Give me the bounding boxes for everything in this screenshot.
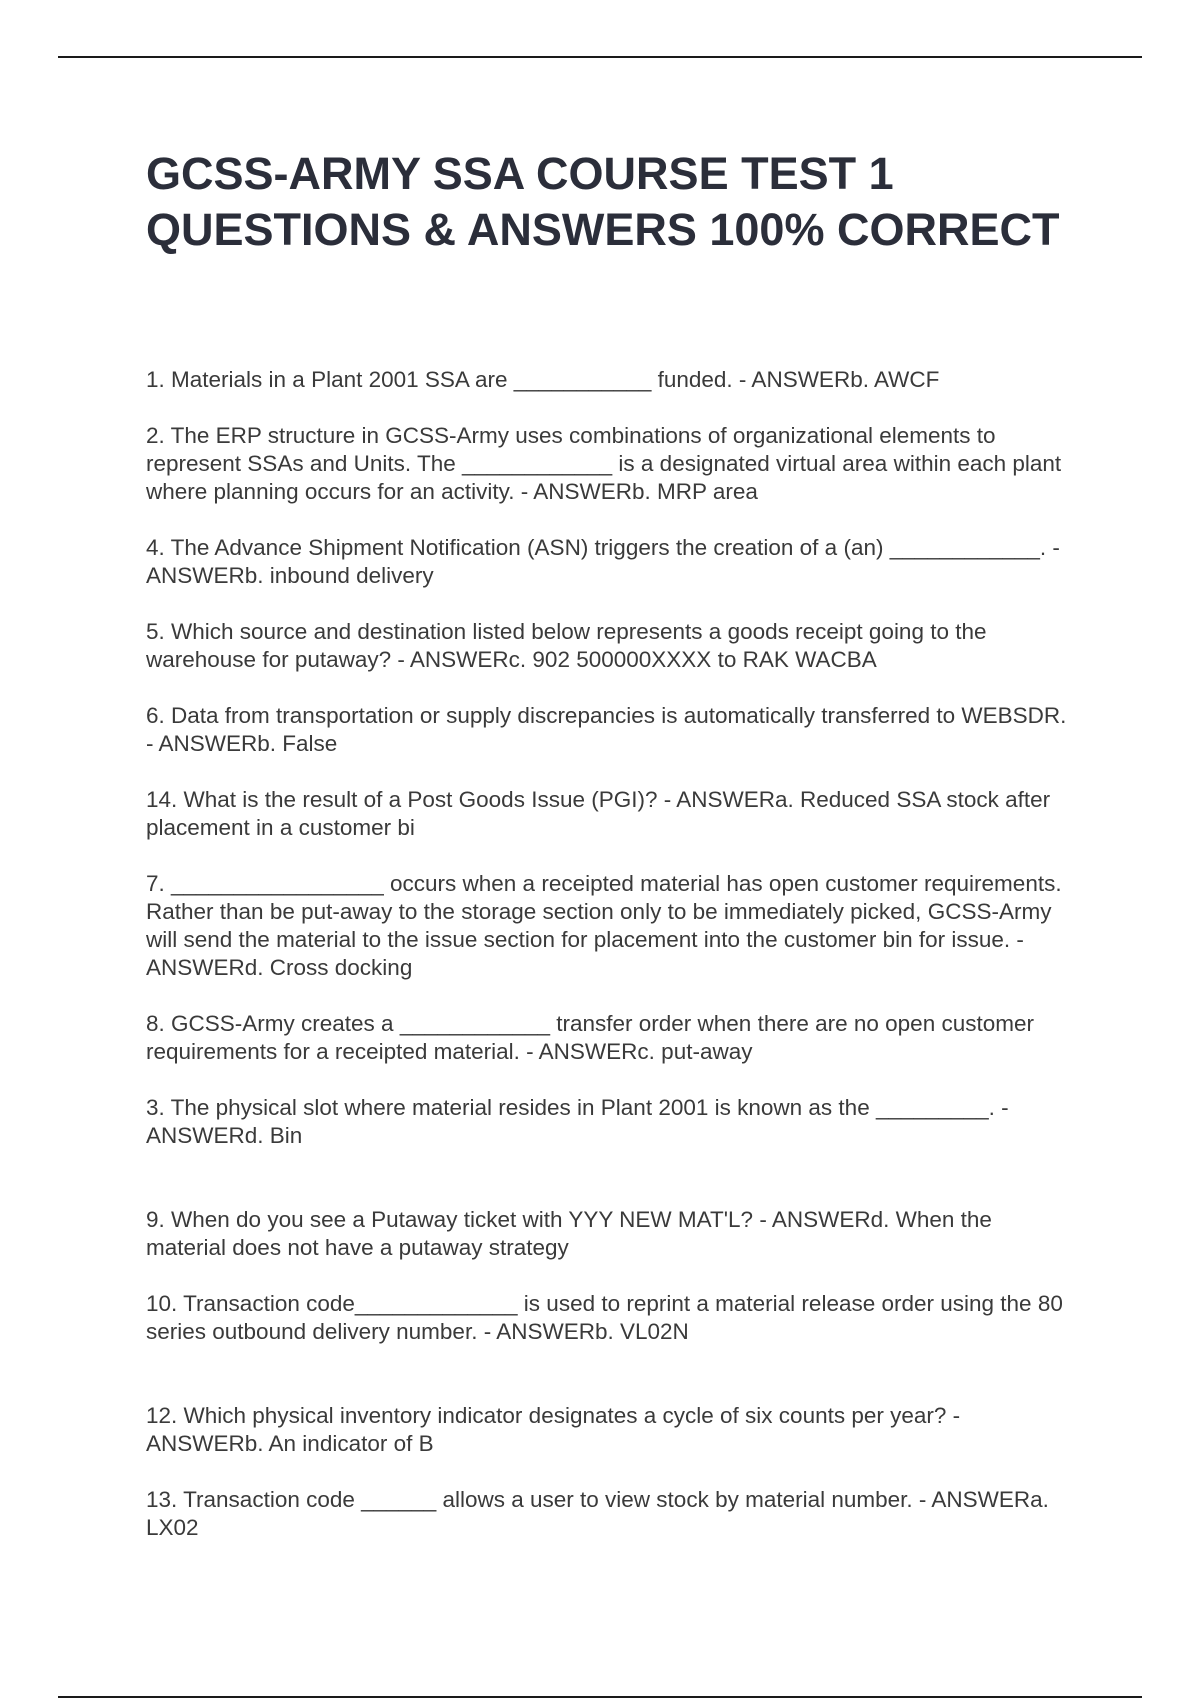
question-item: 13. Transaction code ______ allows a user to view stock by material number. - ANSWERa. LX02 (146, 1487, 1049, 1540)
question-item: 12. Which physical inventory indicator designates a cycle of six counts per year? - ANSWERb. An indicator of B (146, 1403, 961, 1456)
question-item: 5. Which source and destination listed below represents a goods receipt going to the warehouse for putaway? - ANSWERc. 902 500000XXXX to RAK WACBA (146, 619, 987, 672)
question-item: 6. Data from transportation or supply discrepancies is automatically transferred to WEBSDR. - ANSWERb. False (146, 703, 1067, 756)
top-rule (58, 56, 1142, 58)
question-item: 14. What is the result of a Post Goods Issue (PGI)? - ANSWERa. Reduced SSA stock after placement in a customer bi (146, 787, 1051, 840)
question-list (146, 366, 1076, 1542)
question-item: 7. _________________ occurs when a receipted material has open customer requirements. Rather than be put-away to the storage section only to be immediately picked, GCSS-Army will send the material to the issue section for placement into the customer bin for issue. - ANSWERd. Cross docking (146, 871, 1062, 980)
question-item: 2. The ERP structure in GCSS-Army uses combinations of organizational elements to represent SSAs and Units. The ____________ is a designated virtual area within each plant where planning occurs for an activity. - ANSWERb. MRP area (146, 423, 1062, 504)
question-item: 10. Transaction code_____________ is used to reprint a material release order using the 80 series outbound delivery number. - ANSWERb. VL02N (146, 1291, 1063, 1344)
question-item: 8. GCSS-Army creates a ____________ transfer order when there are no open customer requirements for a receipted material. - ANSWERc. put-away (146, 1011, 1034, 1064)
bottom-rule (58, 1696, 1142, 1698)
question-item: 9. When do you see a Putaway ticket with YYY NEW MAT'L? - ANSWERd. When the material does not have a putaway strategy (146, 1207, 992, 1260)
page-title: GCSS-ARMY SSA COURSE TEST 1 QUESTIONS & ANSWERS 100% CORRECT (146, 148, 1060, 255)
question-item: 4. The Advance Shipment Notification (ASN) triggers the creation of a (an) ____________. - ANSWERb. inbound delivery (146, 535, 1060, 588)
question-item: 3. The physical slot where material resides in Plant 2001 is known as the _________. - ANSWERd. Bin (146, 1095, 1009, 1148)
question-item: 1. Materials in a Plant 2001 SSA are ___________ funded. - ANSWERb. AWCF (146, 367, 940, 392)
